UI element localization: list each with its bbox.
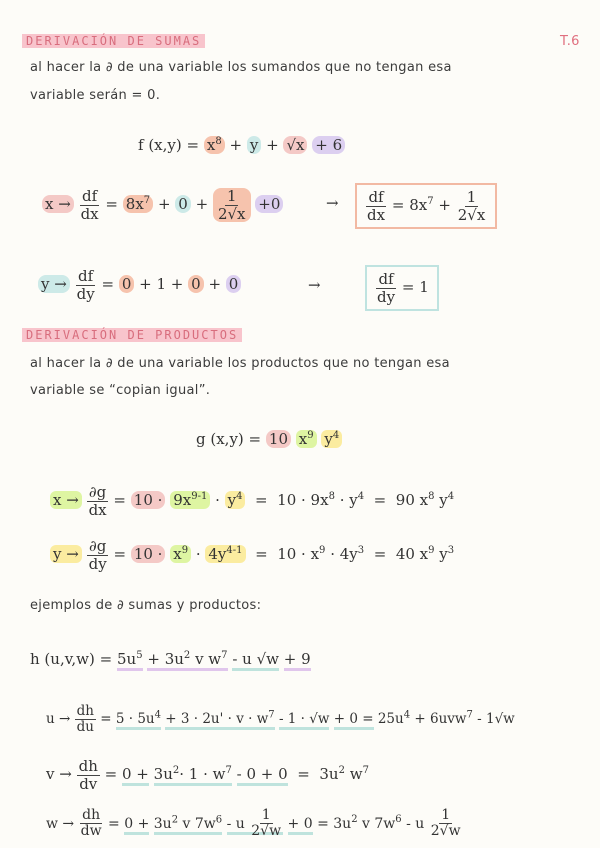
f-term-const: + 6	[312, 136, 345, 154]
dgdy-row: y → $\frac{\partial g}{dy}$ = $10 \cdot x^9 \cdot 4y^{4-1} = 10 \cdot x^9 \cdot 4y^3 = 40$ $x^9$ $y^3$	[50, 538, 454, 572]
section-title-products: DERIVACIÓN DE PRODUCTOS	[22, 328, 242, 342]
section-title-sums: DERIVACIÓN DE SUMAS	[22, 34, 205, 48]
text-sums-line2: variable serán = 0.	[30, 88, 161, 103]
dfdy-row: y → $\frac{df}{dy}$ = 0 + 1 + 0 + 0	[38, 268, 241, 302]
dfdx-row: x → $\frac{df}{dx}$ = $8x^7 + 0$ + $\frac{1}{2√x}$ +0	[42, 188, 283, 222]
text-products-line2: variable se “copian igual”.	[30, 383, 211, 398]
text-products-line1: al hacer la ∂ de una variable los productos que no tengan esa	[30, 356, 450, 371]
text-sums-line1: al hacer la ∂ de una variable los sumandos que no tengan esa	[30, 60, 452, 75]
f-definition: f $(x,y) = x^8 + y + √x + 6$	[138, 136, 345, 154]
f-term-x8: $x^8$	[204, 136, 225, 154]
examples-label: ejemplos de ∂ sumas y productos:	[30, 598, 262, 613]
dgdx-row: x → $\frac{\partial g}{dx}$ = $10 \cdot 9x^{9-1} \cdot y^4 = 10 \cdot 9x^8 \cdot y^4 = 90$ $x^8$ $y^4$	[50, 484, 454, 518]
dhdw-row: w → $\frac{dh}{dw}$ = $0 + 3u^2$ v $7w^6$ - u $\frac{1}{2√w}$ + $0 = 3u^2$ v $7w^6$ - u $\frac{1}{2√w}$	[46, 807, 461, 840]
g-definition: g (x,y) = 10 $x^9$ $y^4$	[196, 430, 342, 448]
dfdx-arrow: →	[326, 194, 339, 212]
page-tag: T.6	[560, 34, 580, 49]
dfdy-arrow: →	[308, 276, 321, 294]
dfdy-result-box: $\frac{df}{dy}$ = 1	[365, 265, 439, 311]
f-term-sqrt: √x	[283, 136, 307, 154]
f-term-y: y	[247, 136, 261, 154]
dhdu-row: u → $\frac{dh}{du}$ = $5 \cdot 5u^4 + 3 \cdot 2u' \cdot v \cdot w^7 - 1 \cdot √w + 0 = 25u^4 + 6uvw^7 - 1√w$	[46, 703, 515, 735]
dfdx-result-box: $\frac{df}{dx}$ = $8x^7$ + $\frac{1}{2√x}$	[355, 183, 497, 229]
dhdv-row: v → $\frac{dh}{dv}$ = $0 + 3u^2\cdot 1 \cdot w^7 - 0 + 0 = 3u^2$ $w^7$	[46, 757, 369, 793]
h-definition: h $(u,v,w) = 5u^5 + 3u^2$ v $w^7$ - u √w + 9	[30, 650, 311, 668]
